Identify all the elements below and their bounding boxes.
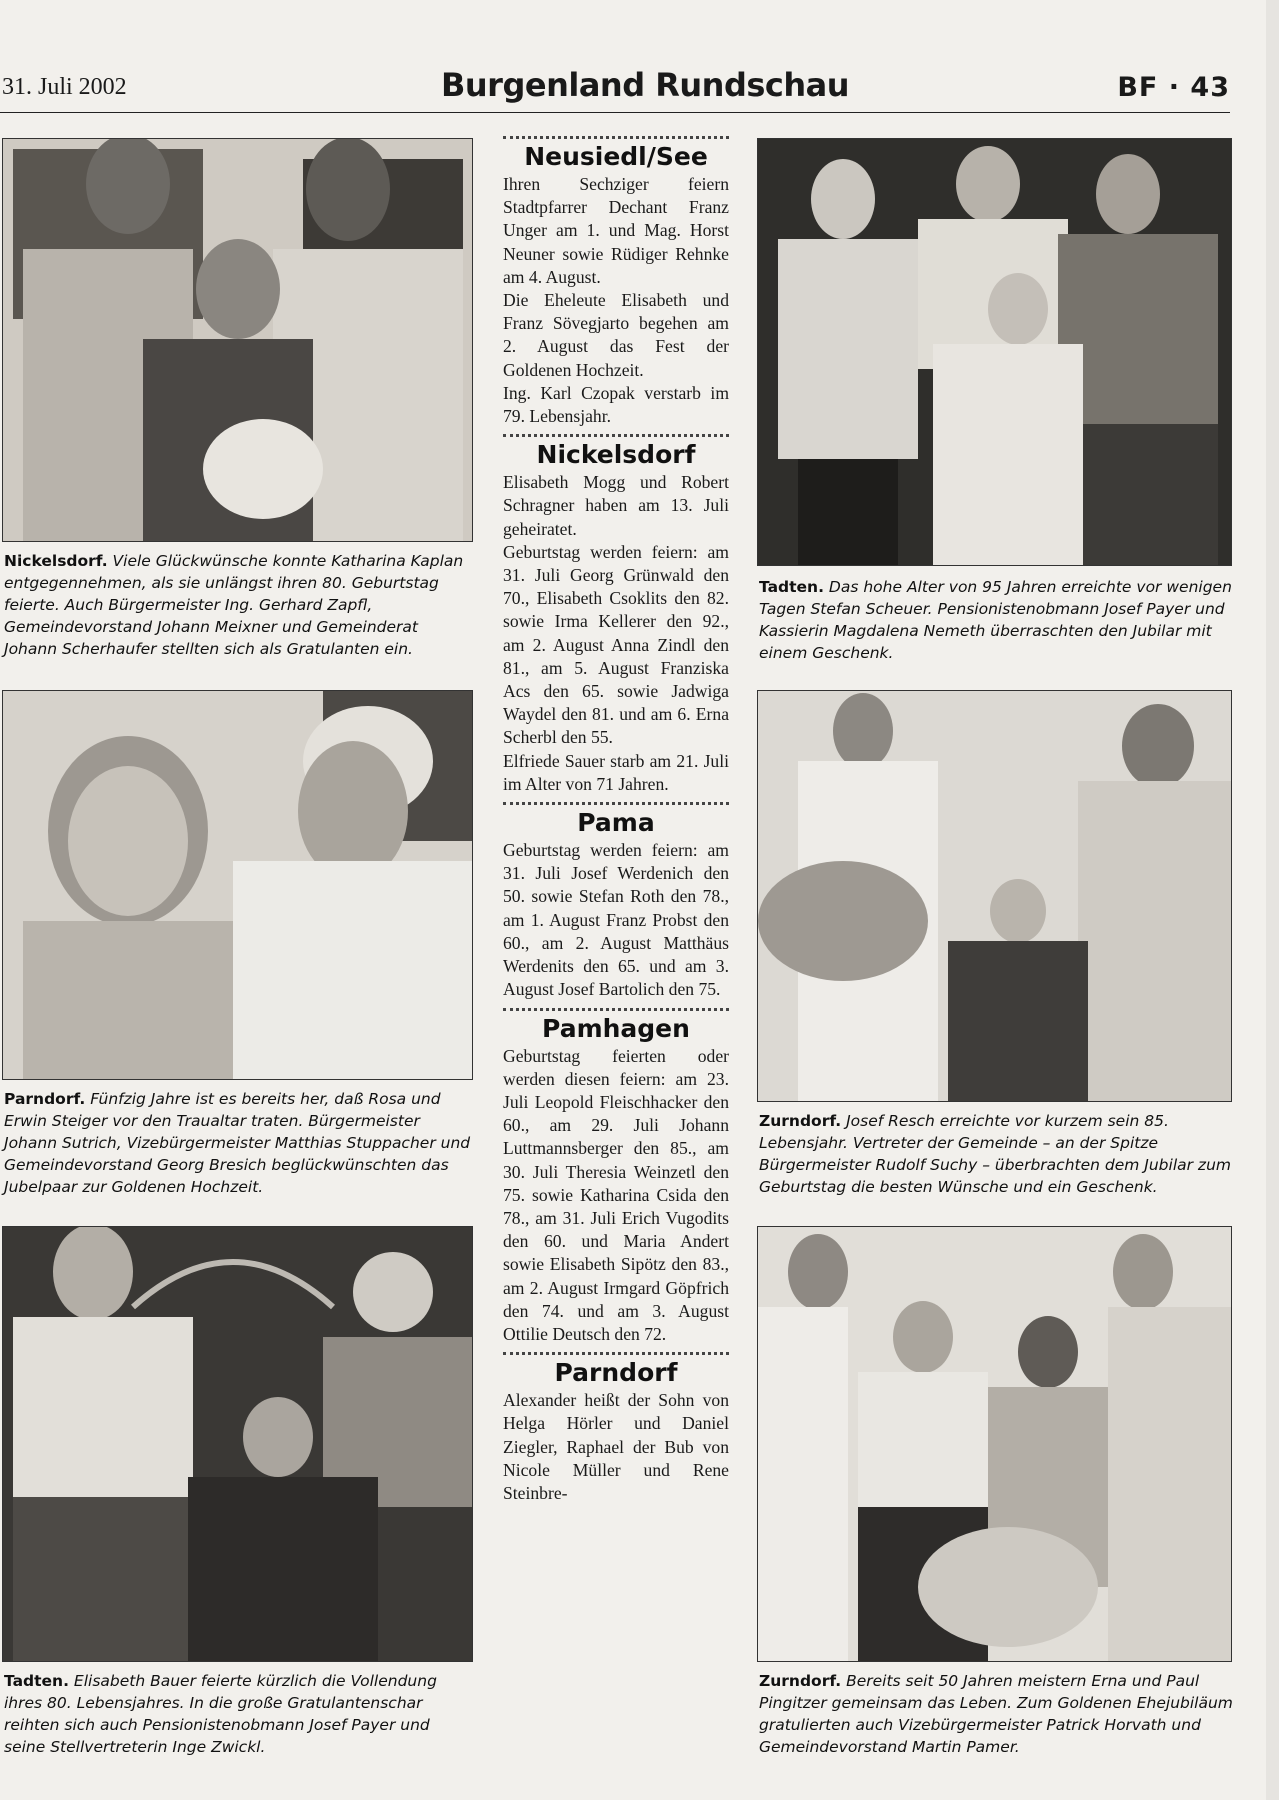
caption-text: Elisabeth Bauer feierte kürzlich die Vollendung ihres 80. Lebensjahres. In die große Gratulantenschar reihten sich auch Pensionistenobmann Josef Payer und seine Stellvertreterin Inge Zwickl.	[4, 1672, 437, 1756]
section-pamhagen	[503, 1008, 729, 1347]
section-paragraph: Geburtstag werden feiern: am 31. Juli Josef Werdenich den 50. sowie Stefan Roth den 78., am 1. August Franz Probst den 60., am 2. August Matthäus Werdenits den 65. und am 3. August Josef Bartolich den 75.	[503, 840, 729, 1000]
section-pama	[503, 802, 729, 1001]
issue-date: 31. Juli 2002	[2, 74, 127, 100]
caption-tadten-scheuer	[759, 576, 1233, 664]
photo-zurndorf-resch	[757, 690, 1232, 1102]
caption-text: Bereits seit 50 Jahren meistern Erna und Paul Pingitzer gemeinsam das Leben. Zum Goldenen Ehejubiläum gratulierten auch Vizebürgermeister Patrick Horvath und Gemeindevorstand Martin Pamer.	[759, 1672, 1233, 1756]
caption-place: Tadten.	[759, 578, 824, 596]
section-paragraph: Alexander heißt der Sohn von Helga Hörler und Daniel Ziegler, Raphael der Bub von Nicole Müller und Rene Steinbre-	[503, 1390, 729, 1503]
caption-parndorf-photo	[4, 1088, 472, 1198]
section-paragraph: Ing. Karl Czopak verstarb im 79. Lebensjahr.	[503, 382, 729, 427]
caption-text: Josef Resch erreichte vor kurzem sein 85. Lebensjahr. Vertreter der Gemeinde – an der Spitze Bürgermeister Rudolf Suchy – überbrachten dem Jubilar zum Geburtstag die besten Wünsche und ein Geschenk.	[759, 1112, 1231, 1196]
caption-text: Fünfzig Jahre ist es bereits her, daß Rosa und Erwin Steiger vor den Traualtar traten. Bürgermeister Johann Sutrich, Vizebürgermeister Matthias Stuppacher und Gemeindevorstand Georg Bresich beglückwünschten das Jubelpaar zur Goldenen Hochzeit.	[4, 1090, 471, 1196]
caption-place: Tadten.	[4, 1672, 69, 1690]
caption-place: Parndorf.	[4, 1090, 86, 1108]
caption-zurndorf-resch	[759, 1110, 1233, 1198]
section-title: Pamhagen	[542, 1013, 690, 1043]
section-title: Neusiedl/See	[524, 142, 708, 171]
caption-place: Zurndorf.	[759, 1672, 842, 1690]
section-paragraph: Die Eheleute Elisabeth und Franz Sövegjarto begehen am 2. August das Fest der Goldenen Hochzeit.	[503, 290, 729, 380]
news-column	[503, 136, 729, 1511]
section-paragraph: Elfriede Sauer starb am 21. Juli im Alter von 71 Jahren.	[503, 750, 729, 794]
photo-tadten-bauer	[2, 1226, 473, 1662]
photo-tadten-scheuer	[757, 138, 1232, 566]
page-header	[0, 60, 1230, 113]
page-number: BF · 43	[1117, 72, 1230, 103]
section-paragraph: Geburtstag werden feiern: am 31. Juli Georg Grünwald den 70., Elisabeth Csoklits den 82. sowie Irma Kellerer den 92., am 2. August Anna Zindl den 81., am 5. August Franziska Acs den 65. sowie Jadwiga Waydel den 81. und am 6. Erna Scherbl den 55.	[503, 541, 729, 748]
photo-nickelsdorf	[2, 138, 473, 542]
section-paragraph: Elisabeth Mogg und Robert Schragner haben am 13. Juli geheiratet.	[503, 472, 729, 539]
page-edge	[1266, 0, 1279, 1800]
section-parndorf	[503, 1352, 729, 1505]
section-neusiedl	[503, 136, 729, 428]
caption-text: Viele Glückwünsche konnte Katharina Kaplan entgegennehmen, als sie unlängst ihren 80. Geburtstag feierte. Auch Bürgermeister Ing. Gerhard Zapfl, Gemeindevorstand Johann Meixner und Gemeinderat Johann Scherhaufer stellten sich als Gratulanten ein.	[4, 552, 464, 658]
section-paragraph: Ihren Sechziger feiern Stadtpfarrer Dechant Franz Unger am 1. und Mag. Horst Neuner sowie Rüdiger Rehnke am 4. August.	[503, 174, 729, 287]
photo-zurndorf-pingitzer	[757, 1226, 1232, 1662]
section-title: Pama	[577, 808, 655, 838]
newspaper-title: Burgenland Rundschau	[441, 66, 850, 104]
section-title: Nickelsdorf	[536, 440, 696, 470]
caption-zurndorf-pingitzer	[759, 1670, 1233, 1758]
caption-place: Zurndorf.	[759, 1112, 842, 1130]
section-paragraph: Geburtstag feierten oder werden diesen feiern: am 23. Juli Leopold Fleischhacker den 60., am 29. Juli Johann Luttmannsberger den 85., am 30. Juli Theresia Weinzetl den 75. sowie Katharina Csida den 78., am 31. Juli Erich Vugodits den 60. und Maria Andert sowie Elisabeth Sipötz den 83., am 2. August Irmgard Göpfrich den 74. und am 3. August Ottilie Deutsch den 72.	[503, 1045, 729, 1344]
section-title: Parndorf	[554, 1358, 678, 1388]
caption-place: Nickelsdorf.	[4, 552, 108, 570]
photo-parndorf	[2, 690, 473, 1080]
caption-text: Das hohe Alter von 95 Jahren erreichte vor wenigen Tagen Stefan Scheuer. Pensionistenobmann Josef Payer und Kassierin Magdalena Nemeth überraschten den Jubilar mit einem Geschenk.	[759, 578, 1232, 662]
caption-nickelsdorf	[4, 550, 472, 660]
caption-tadten-bauer	[4, 1670, 472, 1758]
section-nickelsdorf	[503, 434, 729, 796]
